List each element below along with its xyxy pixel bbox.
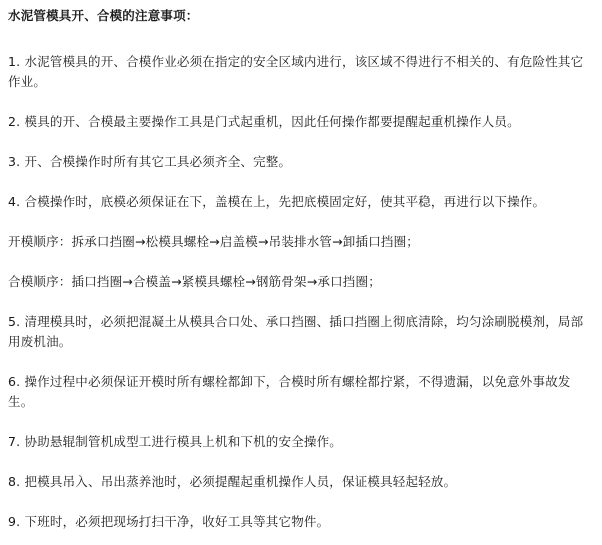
paragraph: 9. 下班时，必须把现场打扫干净，收好工具等其它物件。 bbox=[8, 514, 330, 529]
page-title: 水泥管模具开、合模的注意事项： bbox=[8, 8, 199, 23]
paragraph-spacer bbox=[8, 452, 594, 472]
paragraph: 3. 开、合模操作时所有其它工具必须齐全、完整。 bbox=[8, 154, 292, 169]
paragraph-spacer bbox=[8, 292, 594, 312]
paragraph-spacer bbox=[8, 132, 594, 152]
paragraph: 7. 协助悬辊制管机成型工进行模具上机和下机的安全操作。 bbox=[8, 434, 343, 449]
paragraph-spacer bbox=[8, 212, 594, 232]
paragraph: 4. 合模操作时，底模必须保证在下，盖模在上，先把底模固定好，使其平稳，再进行以下操作。 bbox=[8, 194, 546, 209]
paragraph-spacer bbox=[8, 172, 594, 192]
paragraph: 2. 模具的开、合模最主要操作工具是门式起重机，因此任何操作都要提醒起重机操作人员。 bbox=[8, 114, 520, 129]
paragraph: 合模顺序：插口挡圈→合模盖→紧模具螺栓→钢筋骨架→承口挡圈； bbox=[8, 274, 381, 289]
document-content bbox=[8, 32, 594, 532]
paragraph: 8. 把模具吊入、吊出蒸养池时，必须提醒起重机操作人员，保证模具轻起轻放。 bbox=[8, 474, 457, 489]
paragraph-spacer bbox=[8, 252, 594, 272]
paragraph-spacer bbox=[8, 412, 594, 432]
paragraph: 5. 清理模具时，必须把混凝土从模具合口处、承口挡圈、插口挡圈上彻底清除，均匀涂刷脱模剂，局部用废机油。 bbox=[8, 314, 584, 349]
paragraph-spacer bbox=[8, 352, 594, 372]
paragraph: 6. 操作过程中必须保证开模时所有螺栓都卸下，合模时所有螺栓都拧紧，不得遗漏，以免意外事故发生。 bbox=[8, 374, 571, 409]
paragraph-spacer bbox=[8, 92, 594, 112]
paragraph: 1. 水泥管模具的开、合模作业必须在指定的安全区域内进行，该区域不得进行不相关的、有危险性其它作业。 bbox=[8, 54, 584, 89]
paragraph-spacer bbox=[8, 492, 594, 512]
paragraph-spacer bbox=[8, 32, 594, 52]
paragraph: 开模顺序：拆承口挡圈→松模具螺栓→启盖模→吊装排水管→卸插口挡圈； bbox=[8, 234, 419, 249]
